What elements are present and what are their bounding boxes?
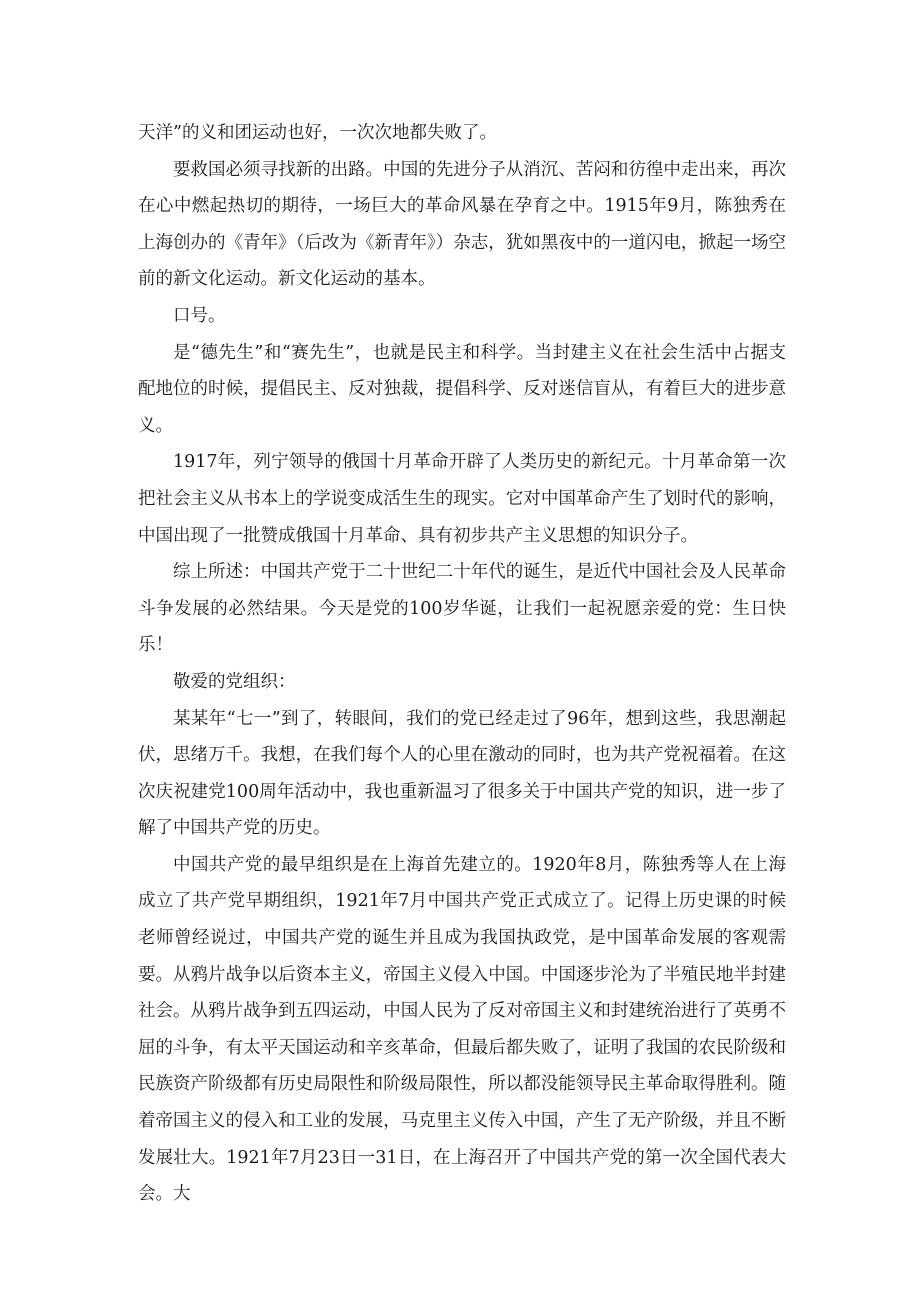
document-body [138,115,786,1213]
paragraph-summary: 综上所述：中国共产党于二十世纪二十年代的诞生，是近代中国社会及人民革命斗争发展的必然结果。今天是党的100岁华诞，让我们一起祝愿亲爱的党：生日快乐！ [138,562,786,656]
paragraph-july-first: 某某年“七一”到了，转眼间，我们的党已经走过了96年，想到这些，我思潮起伏，思绪万千。我想，在我们每个人的心里在激动的同时，也为共产党祝福着。在这次庆祝建党100周年活动中，我也重新温习了很多关于中国共产党的知识，进一步了解了中国共产党的历史。 [138,708,786,839]
paragraph-salutation: 敬爱的党组织： [173,671,296,692]
paragraph-democracy-science: 是“德先生”和“赛先生”，也就是民主和科学。当封建主义在社会生活中占据支配地位的时候，提倡民主、反对独裁，提倡科学、反对迷信盲从，有着巨大的进步意义。 [138,342,786,436]
paragraph-party-history: 中国共产党的最早组织是在上海首先建立的。1920年8月，陈独秀等人在上海成立了共产党早期组织，1921年7月中国共产党正式成立了。记得上历史课的时候老师曾经说过，中国共产党的诞生并且成为我国执政党，是中国革命发展的客观需要。从鸦片战争以后资本主义，帝国主义侵入中国。中国逐步沦为了半殖民地半封建社会。从鸦片战争到五四运动，中国人民为了反对帝国主义和封建统治进行了英勇不屈的斗争，有太平天国运动和辛亥革命，但最后都失败了，证明了我国的农民阶级和民族资产阶级都有历史局限性和阶级局限性，所以都没能领导民主革命取得胜利。随着帝国主义的侵入和工业的发展，马克里主义传入中国，产生了无产阶级，并且不断发展壮大。1921年7月23日一31日，在上海召开了中国共产党的第一次全国代表大会。大 [138,854,786,1205]
paragraph-slogan: 口号。 [173,305,226,326]
paragraph-new-path: 要救国必须寻找新的出路。中国的先进分子从消沉、苦闷和彷徨中走出来，再次在心中燃起热切的期待，一场巨大的革命风暴在孕育之中。1915年9月，陈独秀在上海创办的《青年》（后改为《新青年》）杂志，犹如黑夜中的一道闪电，掀起一场空前的新文化运动。新文化运动的基本。 [138,159,786,290]
paragraph-october-revolution: 1917年，列宁领导的俄国十月革命开辟了人类历史的新纪元。十月革命第一次把社会主义从书本上的学说变成活生生的现实。它对中国革命产生了划时代的影响，中国出现了一批赞成俄国十月革命、具有初步共产主义思想的知识分子。 [138,452,786,546]
paragraph-continuation: 天洋”的义和团运动也好，一次次地都失败了。 [138,123,497,143]
